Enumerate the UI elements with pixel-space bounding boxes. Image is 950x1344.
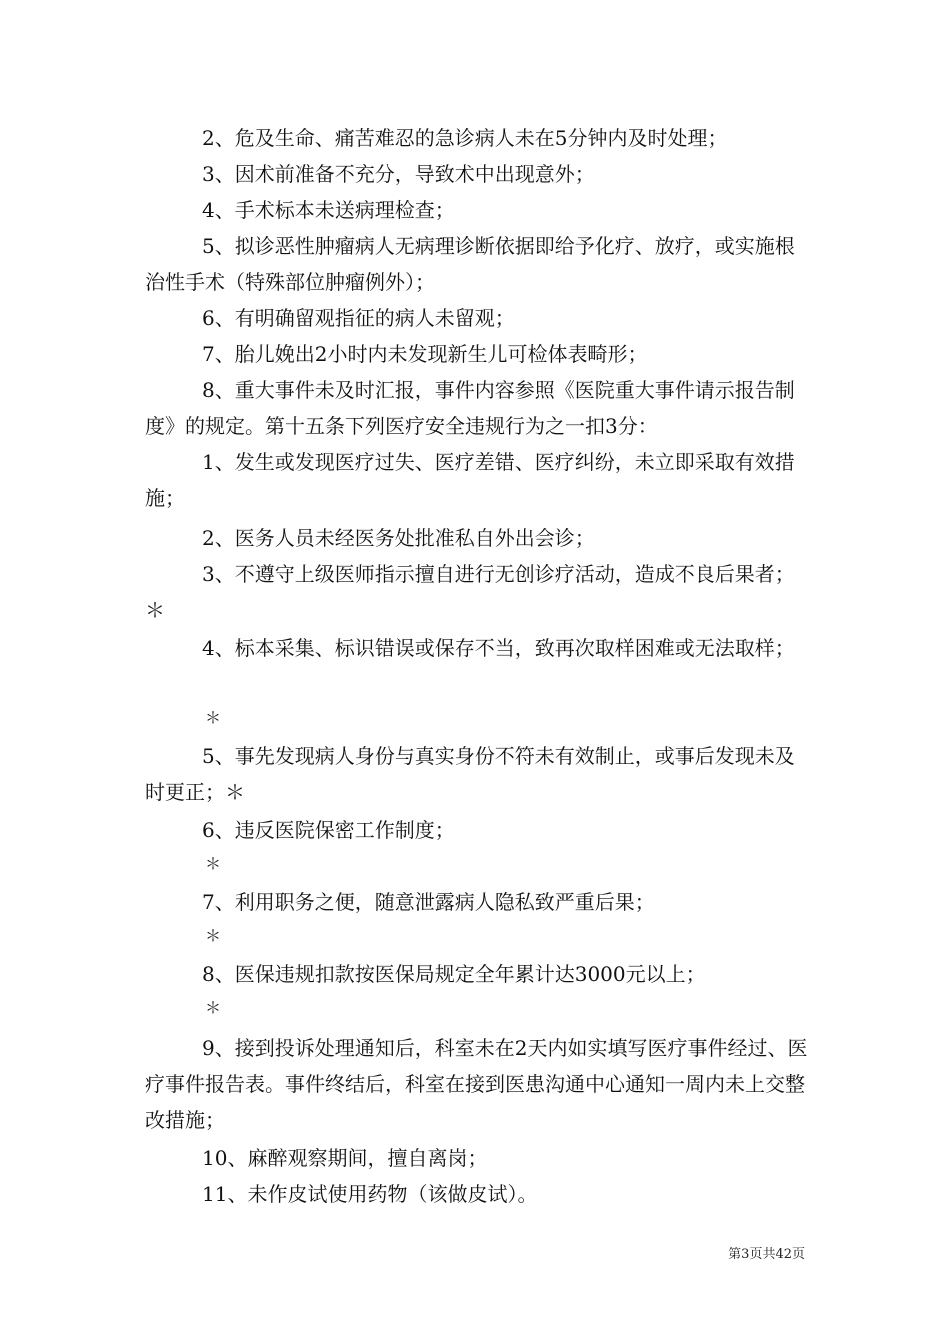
paragraph-art15-item-11: 11、未作皮试使用药物（该做皮试）。 xyxy=(202,1182,538,1206)
paragraph-item-2-emergency: 2、危及生命、痛苦难忍的急诊病人未在5分钟内及时处理； xyxy=(202,126,728,150)
paragraph-art15-item-9: 9、接到投诉处理通知后，科室未在2天内如实填写医疗事件经过、医疗事件报告表。事件终结后，科室在接到医患沟通中心通知一周内未上交整改措施； xyxy=(145,1036,808,1132)
page-number: 第3页共42页 xyxy=(728,1247,805,1262)
star-marker: ＊ xyxy=(205,926,222,945)
paragraph-art15-item-8: 8、医保违规扣款按医保局规定全年累计达3000元以上； xyxy=(202,962,706,986)
paragraph-item-7-newborn: 7、胎儿娩出2小时内未发现新生儿可检体表畸形； xyxy=(202,342,648,366)
paragraph-art15-item-5: 5、事先发现病人身份与真实身份不符未有效制止，或事后发现未及时更正；＊ xyxy=(145,744,795,804)
paragraph-art15-item-6: 6、违反医院保密工作制度； xyxy=(202,818,455,842)
paragraph-art15-item-3: 3、不遵守上级医师指示擅自进行无创诊疗活动，造成不良后果者；＊ xyxy=(145,562,795,622)
paragraph-art15-item-4: 4、标本采集、标识错误或保存不当，致再次取样困难或无法取样； xyxy=(202,636,795,660)
paragraph-art15-item-10: 10、麻醉观察期间，擅自离岗； xyxy=(202,1146,488,1170)
paragraph-item-4-specimen: 4、手术标本未送病理检查； xyxy=(202,198,455,222)
star-marker: ＊ xyxy=(205,998,222,1017)
star-marker: ＊ xyxy=(205,708,222,727)
paragraph-item-6-observation: 6、有明确留观指征的病人未留观； xyxy=(202,306,515,330)
paragraph-item-8-report: 8、重大事件未及时汇报，事件内容参照《医院重大事件请示报告制度》的规定。第十五条下列医疗安全违规行为之一扣3分： xyxy=(145,378,795,438)
paragraph-art15-item-1: 1、发生或发现医疗过失、医疗差错、医疗纠纷，未立即采取有效措施； xyxy=(145,450,795,510)
paragraph-item-3-preop: 3、因术前准备不充分，导致术中出现意外； xyxy=(202,162,595,186)
paragraph-art15-item-7: 7、利用职务之便，随意泄露病人隐私致严重后果； xyxy=(202,890,655,914)
paragraph-item-5-tumor: 5、拟诊恶性肿瘤病人无病理诊断依据即给予化疗、放疗，或实施根治性手术（特殊部位肿瘤例外）； xyxy=(145,234,795,294)
star-marker: ＊ xyxy=(205,854,222,873)
paragraph-art15-item-2: 2、医务人员未经医务处批准私自外出会诊； xyxy=(202,526,595,550)
